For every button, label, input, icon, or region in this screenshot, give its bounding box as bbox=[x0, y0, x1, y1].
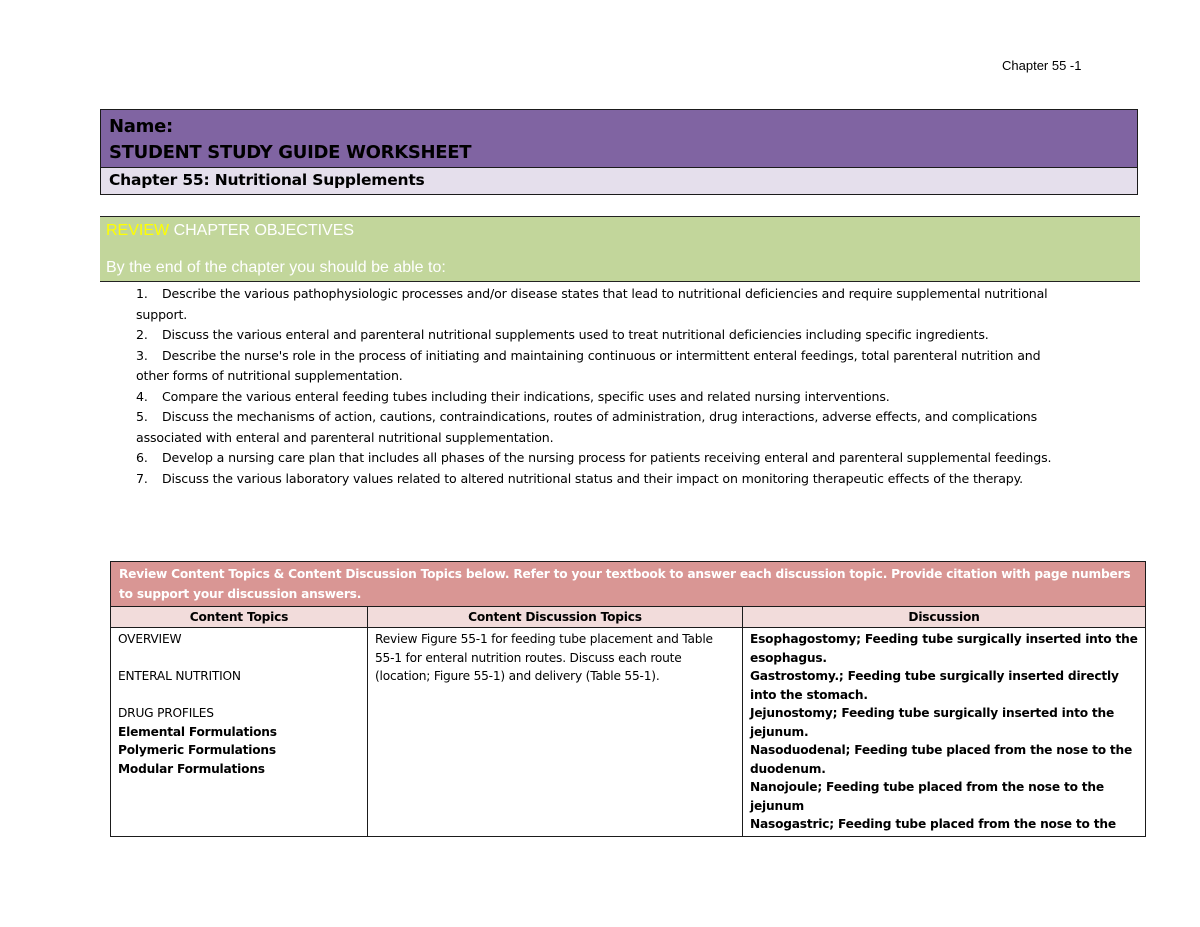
objective-item bbox=[136, 284, 1076, 325]
objective-item bbox=[136, 387, 1076, 408]
discussion-answer: Nasoduodenal; Feeding tube placed from the nose to the duodenum. bbox=[750, 743, 1133, 776]
objective-number: 5. bbox=[136, 409, 148, 424]
topic-elemental: Elemental Formulations bbox=[118, 724, 277, 739]
discussion-answer: Esophagostomy; Feeding tube surgically inserted into the esophagus. bbox=[750, 632, 1138, 665]
discussion-topic-cell: Review Figure 55-1 for feeding tube placement and Table 55-1 for enteral nutrition routes. Discuss each route (location; Figure 55-1) and delivery (Table 55-1). bbox=[368, 628, 743, 837]
objective-item bbox=[136, 469, 1076, 490]
objective-number: 7. bbox=[136, 470, 148, 486]
page-header: Chapter 55 -1 bbox=[1002, 58, 1082, 73]
discussion-answer: Nasogastric; Feeding tube placed from the nose to the bbox=[750, 817, 1116, 831]
worksheet-title: STUDENT STUDY GUIDE WORKSHEET bbox=[109, 142, 472, 163]
review-word: REVIEW bbox=[106, 222, 170, 239]
objective-text: Discuss the mechanisms of action, cautions, contraindications, routes of administration, drug interactions, adverse effects, and complications associated with enteral and parenteral nutritional supplementation. bbox=[136, 409, 1038, 445]
column-header-content-topics: Content Topics bbox=[111, 607, 368, 628]
objective-text: Compare the various enteral feeding tubes including their indications, specific uses and related nursing interventions. bbox=[162, 388, 890, 404]
topic-drug-profiles: DRUG PROFILES bbox=[118, 706, 214, 720]
table-row bbox=[111, 628, 1146, 837]
objective-number: 2. bbox=[136, 327, 148, 342]
objective-item bbox=[136, 448, 1076, 469]
discussion-answer: Nanojoule; Feeding tube placed from the nose to the jejunum bbox=[750, 780, 1104, 813]
objectives-banner bbox=[100, 216, 1140, 282]
discussion-cell bbox=[743, 628, 1146, 837]
objectives-heading bbox=[106, 222, 354, 240]
content-topics-cell bbox=[111, 628, 368, 837]
objective-number: 3. bbox=[136, 347, 148, 363]
objective-number: 4. bbox=[136, 388, 148, 404]
discussion-answer: Gastrostomy.; Feeding tube surgically inserted directly into the stomach. bbox=[750, 669, 1119, 702]
objective-item bbox=[136, 325, 1076, 346]
column-header-discussion-topics: Content Discussion Topics bbox=[368, 607, 743, 628]
objective-text: Discuss the various enteral and parenteral nutritional supplements used to treat nutritional deficiencies including specific ingredients. bbox=[162, 327, 989, 342]
objective-number: 1. bbox=[136, 286, 148, 301]
topic-polymeric: Polymeric Formulations bbox=[118, 743, 276, 757]
objective-item bbox=[136, 407, 1076, 448]
name-label: Name: bbox=[109, 116, 173, 137]
objectives-heading-text: CHAPTER OBJECTIVES bbox=[169, 222, 355, 239]
discussion-answer: Jejunostomy; Feeding tube surgically inserted into the jejunum. bbox=[750, 706, 1115, 739]
title-banner bbox=[101, 110, 1137, 168]
topic-overview: OVERVIEW bbox=[118, 632, 182, 646]
table-instructions: Review Content Topics & Content Discussion Topics below. Refer to your textbook to answer each discussion topic. Provide citation with page numbers to support your discussion answers. bbox=[111, 562, 1146, 607]
objective-number: 6. bbox=[136, 450, 148, 465]
title-block bbox=[100, 109, 1138, 195]
topic-modular: Modular Formulations bbox=[118, 761, 265, 776]
objective-text: Describe the various pathophysiologic processes and/or disease states that lead to nutritional deficiencies and require supplemental nutritional support. bbox=[136, 286, 1048, 322]
topic-enteral: ENTERAL NUTRITION bbox=[118, 669, 241, 683]
objective-text: Discuss the various laboratory values related to altered nutritional status and their impact on monitoring therapeutic effects of the therapy. bbox=[162, 470, 1023, 486]
column-header-discussion: Discussion bbox=[743, 607, 1146, 628]
objectives-subheading: By the end of the chapter you should be able to: bbox=[106, 259, 446, 276]
objectives-list bbox=[136, 284, 1076, 489]
discussion-table bbox=[110, 561, 1146, 837]
chapter-title: Chapter 55: Nutritional Supplements bbox=[101, 168, 1137, 194]
objective-text: Describe the nurse's role in the process of initiating and maintaining continuous or intermittent enteral feedings, total parenteral nutrition and other forms of nutritional supplementation. bbox=[136, 347, 1041, 383]
objective-item bbox=[136, 346, 1076, 387]
objective-text: Develop a nursing care plan that includes all phases of the nursing process for patients receiving enteral and parenteral supplemental feedings. bbox=[162, 450, 1052, 465]
